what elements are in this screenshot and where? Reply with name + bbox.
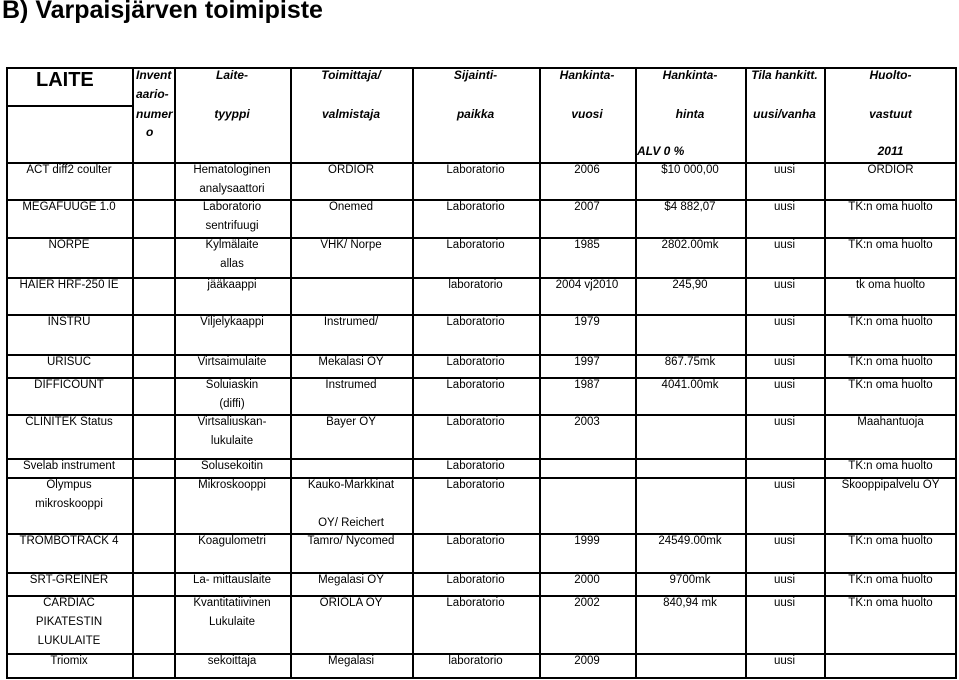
cell-hankintavuosi: 2004 vj2010 <box>555 279 619 291</box>
cell-sijaintipaikka: Laboratorio <box>446 356 505 368</box>
cell-toimittaja: Bayer OY <box>326 416 376 428</box>
cell-tila: uusi <box>773 535 796 547</box>
header-tila: Tila hankitt. <box>751 68 818 82</box>
cell-toimittaja: Önemed <box>328 201 374 213</box>
header-year: 2011 <box>877 144 904 158</box>
cell-hankintahinta: $4 882,07 <box>664 201 716 213</box>
header-huoltovastuut: Huolto- <box>869 68 912 82</box>
cell-laite: PIKATESTIN <box>35 616 103 628</box>
cell-laitetyyppi: sekoittaja <box>207 655 257 667</box>
header-hankintahinta: Hankinta- <box>662 68 718 82</box>
cell-hankintavuosi: 2002 <box>574 597 600 609</box>
cell-hankintahinta: $10 000,00 <box>661 164 719 176</box>
header-hankintavuosi: vuosi <box>571 107 603 121</box>
header-inventaarionumero: Invent <box>136 68 172 82</box>
cell-tila: uusi <box>773 279 796 291</box>
header-laite: LAITE <box>36 69 94 91</box>
cell-hankintavuosi: 1985 <box>574 239 600 251</box>
cell-toimittaja: OY/ Reichert <box>318 517 384 529</box>
cell-sijaintipaikka: Laboratorio <box>446 164 505 176</box>
cell-tila: uusi <box>773 356 796 368</box>
cell-tila: uusi <box>773 597 796 609</box>
cell-laite: URISUC <box>46 356 92 368</box>
cell-laite: SRT-GREINER <box>29 574 109 586</box>
cell-huoltovastuut: tk oma huolto <box>855 279 926 291</box>
cell-tila: uusi <box>773 201 796 213</box>
cell-sijaintipaikka: Laboratorio <box>446 201 505 213</box>
cell-hankintavuosi: 2006 <box>574 164 600 176</box>
cell-laitetyyppi: lukulaite <box>210 435 254 447</box>
cell-sijaintipaikka: Laboratorio <box>446 535 505 547</box>
cell-laitetyyppi: Solusekoitin <box>200 460 263 472</box>
header-huoltovastuut: vastuut <box>869 107 912 121</box>
cell-laite: LUKULAITE <box>37 635 101 647</box>
cell-huoltovastuut: TK:n oma huolto <box>848 597 933 609</box>
equipment-table <box>6 67 957 679</box>
cell-hankintavuosi: 1997 <box>574 356 600 368</box>
cell-huoltovastuut: TK:n oma huolto <box>848 356 933 368</box>
cell-laite: CLINITEK Status <box>25 416 113 428</box>
cell-huoltovastuut: TK:n oma huolto <box>848 201 933 213</box>
cell-tila: uusi <box>773 655 796 667</box>
cell-hankintavuosi: 2009 <box>574 655 600 667</box>
table-border-bottom <box>6 677 957 679</box>
page-title: B) Varpaisjärven toimipiste <box>2 0 323 24</box>
cell-laite: mikroskooppi <box>35 498 103 510</box>
cell-huoltovastuut: Maahantuoja <box>857 416 924 428</box>
cell-tila: uusi <box>773 416 796 428</box>
cell-sijaintipaikka: laboratorio <box>448 279 503 291</box>
cell-laitetyyppi: Soluiaskin <box>205 379 259 391</box>
cell-laitetyyppi: Laboratorio <box>202 201 262 213</box>
cell-laite: HAIER HRF-250 IE <box>19 279 119 291</box>
cell-sijaintipaikka: Laboratorio <box>446 479 505 491</box>
cell-laitetyyppi: allas <box>220 258 244 270</box>
cell-huoltovastuut: TK:n oma huolto <box>848 574 933 586</box>
cell-toimittaja: Megalasi OY <box>318 574 384 586</box>
cell-laitetyyppi: Virtsaliuskan- <box>197 416 267 428</box>
cell-laite: ACT diff2 coulter <box>26 164 112 176</box>
cell-laitetyyppi: jääkaappi <box>207 279 257 291</box>
header-toimittaja: valmistaja <box>321 107 381 121</box>
cell-laite: TROMBOTRACK 4 <box>19 535 119 547</box>
cell-hankintavuosi: 2007 <box>574 201 600 213</box>
cell-hankintavuosi: 1999 <box>574 535 600 547</box>
cell-hankintahinta: 2802.00mk <box>661 239 719 251</box>
cell-tila: uusi <box>773 239 796 251</box>
cell-huoltovastuut: ORDIOR <box>867 164 914 176</box>
cell-huoltovastuut: TK:n oma huolto <box>848 379 933 391</box>
cell-laitetyyppi: Kylmälaite <box>205 239 259 251</box>
cell-laite: CARDIAC <box>43 597 95 609</box>
header-inventaarionumero: numer <box>136 107 173 121</box>
header-tila: uusi/vanha <box>753 107 816 121</box>
cell-tila: uusi <box>773 479 796 491</box>
cell-laite: Triomix <box>50 655 88 667</box>
header-sijaintipaikka: Sijainti- <box>453 68 498 82</box>
cell-laitetyyppi: (diffi) <box>219 398 245 410</box>
cell-sijaintipaikka: Laboratorio <box>446 460 505 472</box>
cell-tila: uusi <box>773 379 796 391</box>
header-inventaarionumero: o <box>146 125 154 139</box>
cell-toimittaja: ORDIOR <box>328 164 374 176</box>
cell-laitetyyppi: Hematologinen <box>193 164 271 176</box>
cell-tila: uusi <box>773 316 796 328</box>
cell-laitetyyppi: Koagulometri <box>198 535 266 547</box>
cell-hankintahinta: 9700mk <box>669 574 711 586</box>
cell-hankintavuosi: 1987 <box>574 379 600 391</box>
cell-laitetyyppi: Viljelykaappi <box>200 316 264 328</box>
cell-huoltovastuut: TK:n oma huolto <box>848 316 933 328</box>
cell-laitetyyppi: analysaattori <box>199 183 265 195</box>
cell-laitetyyppi: Lukulaite <box>208 616 256 628</box>
header-sijaintipaikka: paikka <box>456 107 495 121</box>
header-alv: ALV 0 % <box>637 144 685 158</box>
cell-huoltovastuut: Skooppipalvelu OY <box>841 479 940 491</box>
header-hankintahinta: hinta <box>675 107 705 121</box>
cell-laite: MEGAFUUGE 1.0 <box>22 201 116 213</box>
cell-laite: NORPE <box>48 239 90 251</box>
header-hankintavuosi: Hankinta- <box>559 68 615 82</box>
header-laitetyyppi: tyyppi <box>214 107 250 121</box>
cell-toimittaja: Kauko-Markkinat <box>307 479 395 491</box>
cell-sijaintipaikka: Laboratorio <box>446 379 505 391</box>
cell-sijaintipaikka: Laboratorio <box>446 239 505 251</box>
cell-sijaintipaikka: Laboratorio <box>446 316 505 328</box>
cell-laite: INSTRU <box>47 316 91 328</box>
header-laitetyyppi: Laite- <box>215 68 248 82</box>
cell-laitetyyppi: La- mittauslaite <box>193 574 271 586</box>
cell-hankintavuosi: 1979 <box>574 316 600 328</box>
header-divider <box>6 105 132 107</box>
cell-sijaintipaikka: laboratorio <box>448 655 503 667</box>
cell-sijaintipaikka: Laboratorio <box>446 597 505 609</box>
cell-laite: Svelab instrument <box>22 460 116 472</box>
cell-laitetyyppi: sentrifuugi <box>205 220 259 232</box>
cell-tila: uusi <box>773 574 796 586</box>
header-toimittaja: Toimittaja/ <box>321 68 381 82</box>
cell-toimittaja: Mekalasi OY <box>318 356 384 368</box>
cell-hankintavuosi: 2003 <box>574 416 600 428</box>
cell-hankintahinta: 867.75mk <box>664 356 716 368</box>
cell-hankintahinta: 4041.00mk <box>661 379 719 391</box>
cell-laitetyyppi: Virtsaimulaite <box>197 356 267 368</box>
cell-toimittaja: Tamro/ Nycomed <box>307 535 395 547</box>
cell-hankintahinta: 840,94 mk <box>663 597 717 609</box>
cell-huoltovastuut: TK:n oma huolto <box>848 535 933 547</box>
cell-laite: Olympus <box>46 479 92 491</box>
cell-sijaintipaikka: Laboratorio <box>446 574 505 586</box>
cell-toimittaja: Megalasi <box>327 655 375 667</box>
cell-hankintavuosi: 2000 <box>574 574 600 586</box>
cell-laitetyyppi: Mikroskooppi <box>198 479 266 491</box>
cell-toimittaja: VHK/ Norpe <box>320 239 382 251</box>
cell-laite: DIFFICOUNT <box>34 379 104 391</box>
cell-tila: uusi <box>773 164 796 176</box>
cell-huoltovastuut: TK:n oma huolto <box>848 460 933 472</box>
cell-hankintahinta: 245,90 <box>672 279 708 291</box>
cell-toimittaja: Instrumed <box>325 379 377 391</box>
cell-hankintahinta: 24549.00mk <box>658 535 722 547</box>
cell-huoltovastuut: TK:n oma huolto <box>848 239 933 251</box>
cell-laitetyyppi: Kvantitatiivinen <box>193 597 271 609</box>
column-divider <box>132 67 134 679</box>
cell-toimittaja: Instrumed/ <box>323 316 379 328</box>
cell-toimittaja: ORIOLA OY <box>319 597 383 609</box>
header-inventaarionumero: aario- <box>136 87 169 101</box>
cell-sijaintipaikka: Laboratorio <box>446 416 505 428</box>
